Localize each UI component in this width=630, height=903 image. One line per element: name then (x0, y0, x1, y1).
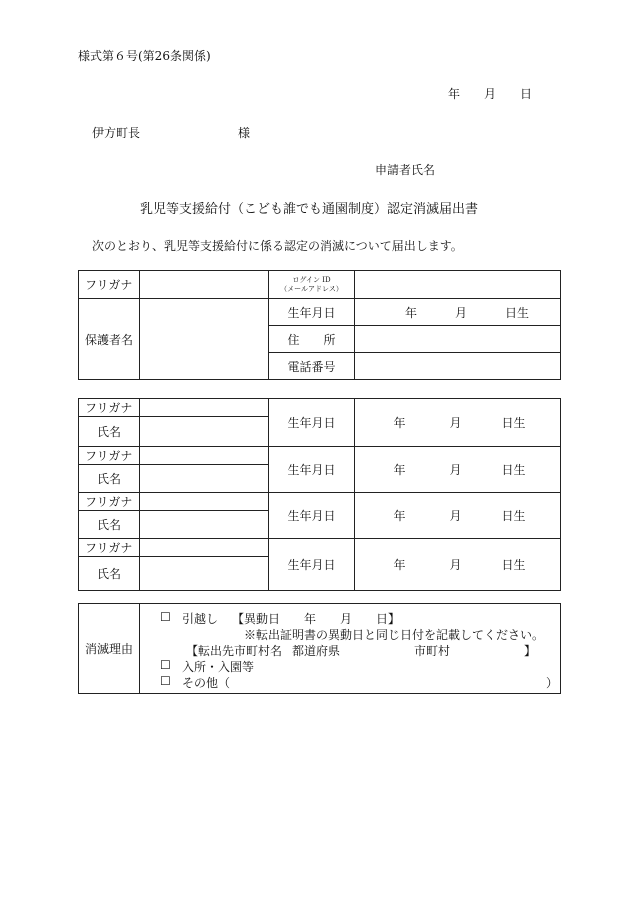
c2-month: 月 (449, 463, 462, 477)
c4-month: 月 (449, 558, 462, 572)
child1-furigana-field[interactable] (140, 399, 269, 417)
dest-pref: 都道府県 (292, 644, 341, 658)
date-year-label: 年 (448, 87, 461, 101)
c3-day: 日生 (501, 509, 526, 523)
child1-birthdate-field[interactable] (355, 399, 561, 447)
child2-name-field[interactable] (140, 465, 269, 493)
c4-year: 年 (393, 558, 406, 572)
move-date: 【異動日 年 月 日】 (232, 612, 401, 626)
move-label: 引越し (182, 612, 219, 626)
child3-birthdate-field[interactable] (355, 493, 561, 539)
child2-furigana-field[interactable] (140, 447, 269, 465)
child3-birthdate-label: 生年月日 (269, 493, 355, 539)
child2-furigana-label: フリガナ (79, 447, 140, 465)
other-label: その他（ (182, 676, 231, 690)
other-checkbox[interactable]: ☐ (160, 674, 171, 688)
bd-day: 日生 (505, 306, 530, 320)
other-close: ） (546, 676, 559, 690)
c3-year: 年 (393, 509, 406, 523)
guardian-birthdate-field[interactable] (355, 299, 561, 326)
child1-birthdate-label: 生年月日 (269, 399, 355, 447)
login-id-line1: ログイン ID (292, 275, 331, 284)
c2-day: 日生 (501, 463, 526, 477)
guardian-name-field[interactable] (140, 299, 269, 380)
guardian-phone-field[interactable] (355, 353, 561, 380)
admission-checkbox[interactable]: ☐ (160, 658, 171, 672)
c1-year: 年 (393, 416, 406, 430)
guardian-birthdate-label: 生年月日 (269, 299, 355, 326)
dest-city: 市町村 (414, 644, 451, 658)
applicant-name-label: 申請者氏名 (375, 163, 436, 177)
document-title: 乳児等支援給付（こども誰でも通園制度）認定消滅届出書 (140, 202, 479, 217)
c1-day: 日生 (501, 416, 526, 430)
guardian-table (78, 270, 561, 380)
addressee-town: 伊方町長 (92, 126, 141, 140)
login-id-field[interactable] (355, 271, 561, 299)
child1-furigana-label: フリガナ (79, 399, 140, 417)
child3-furigana-field[interactable] (140, 493, 269, 511)
bd-year: 年 (405, 306, 418, 320)
child2-birthdate-label: 生年月日 (269, 447, 355, 493)
child1-name-label: 氏名 (79, 417, 140, 447)
guardian-address-label: 住 所 (269, 326, 355, 353)
c4-day: 日生 (501, 558, 526, 572)
reason-table (78, 603, 561, 694)
addressee-suffix: 様 (238, 126, 251, 140)
child4-birthdate-field[interactable] (355, 539, 561, 591)
date-month-label: 月 (484, 87, 497, 101)
child4-name-field[interactable] (140, 557, 269, 591)
admission-label: 入所・入園等 (182, 660, 255, 674)
c1-month: 月 (449, 416, 462, 430)
children-table (78, 398, 561, 591)
intro-text: 次のとおり、乳児等支援給付に係る認定の消滅について届出します。 (92, 239, 463, 253)
child3-name-field[interactable] (140, 511, 269, 539)
child2-name-label: 氏名 (79, 465, 140, 493)
child3-furigana-label: フリガナ (79, 493, 140, 511)
guardian-furigana-field[interactable] (140, 271, 269, 299)
child4-furigana-label: フリガナ (79, 539, 140, 557)
child4-furigana-field[interactable] (140, 539, 269, 557)
child4-birthdate-label: 生年月日 (269, 539, 355, 591)
child4-name-label: 氏名 (79, 557, 140, 591)
guardian-address-field[interactable] (355, 326, 561, 353)
c2-year: 年 (393, 463, 406, 477)
bd-month: 月 (455, 306, 468, 320)
guardian-furigana-label: フリガナ (79, 271, 140, 299)
child1-name-field[interactable] (140, 417, 269, 447)
child3-name-label: 氏名 (79, 511, 140, 539)
c3-month: 月 (449, 509, 462, 523)
guardian-phone-label: 電話番号 (269, 353, 355, 380)
reason-options (140, 604, 561, 694)
login-id-line2: （メールアドレス） (280, 284, 343, 293)
dest-open: 【転出先市町村名 (186, 644, 283, 658)
dest-close: 】 (524, 644, 537, 658)
move-note: ※転出証明書の異動日と同じ日付を記載してください。 (244, 628, 545, 642)
child2-birthdate-field[interactable] (355, 447, 561, 493)
date-day-label: 日 (520, 87, 533, 101)
reason-label: 消滅理由 (79, 604, 140, 694)
guardian-name-label: 保護者名 (79, 299, 140, 380)
move-checkbox[interactable]: ☐ (160, 610, 171, 624)
login-id-label (269, 271, 355, 299)
form-number: 様式第６号(第26条関係) (78, 49, 211, 63)
